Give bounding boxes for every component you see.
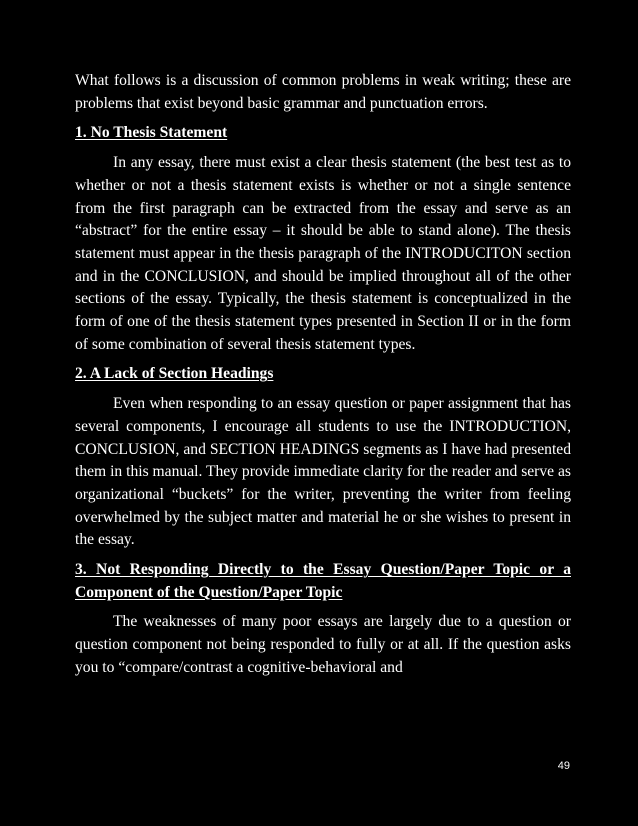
section-body-lack-of-section-headings: Even when responding to an essay question or paper assignment that has several components, I encourage all students to use the INTRODUCTION, CONCLUSION, and SECTION HEADINGS segments as I have had presented them in this manual. They provide immediate clarity for the reader and serve as organizational “buckets” for the writer, preventing the writer from feeling overwhelmed by the subject matter and material he or she wishes to present in the essay. <box>75 395 571 549</box>
section-body-no-thesis-statement: In any essay, there must exist a clear thesis statement (the best test as to whether or not a thesis statement exists is whether or not a single sentence from the first paragraph can be extracted from the essay and serve as an “abstract” for the entire essay – it should be able to stand alone). The thesis statement must appear in the thesis paragraph of the INTRODUCITON section and in the CONCLUSION, and should be implied throughout all of the other sections of the essay. Typically, the thesis statement is conceptualized in the form of one of the thesis statement types presented in Section II or in the form of some combination of several thesis statement types. <box>75 154 571 353</box>
intro-paragraph: What follows is a discussion of common problems in weak writing; these are problems that exist beyond basic grammar and punctuation errors. <box>75 72 571 112</box>
section-body-not-responding-directly: The weaknesses of many poor essays are largely due to a question or question component not being responded to fully or at all. If the question asks you to “compare/contrast a cognitive-behavioral and <box>75 613 571 676</box>
page-number: 49 <box>557 760 570 772</box>
section-heading-no-thesis-statement: 1. No Thesis Statement <box>75 124 228 142</box>
section-heading-lack-of-section-headings: 2. A Lack of Section Headings <box>75 365 274 383</box>
page-content <box>75 70 571 687</box>
section-heading-not-responding-directly: 3. Not Responding Directly to the Essay Question/Paper Topic or a Component of the Question/Paper Topic <box>75 561 571 601</box>
